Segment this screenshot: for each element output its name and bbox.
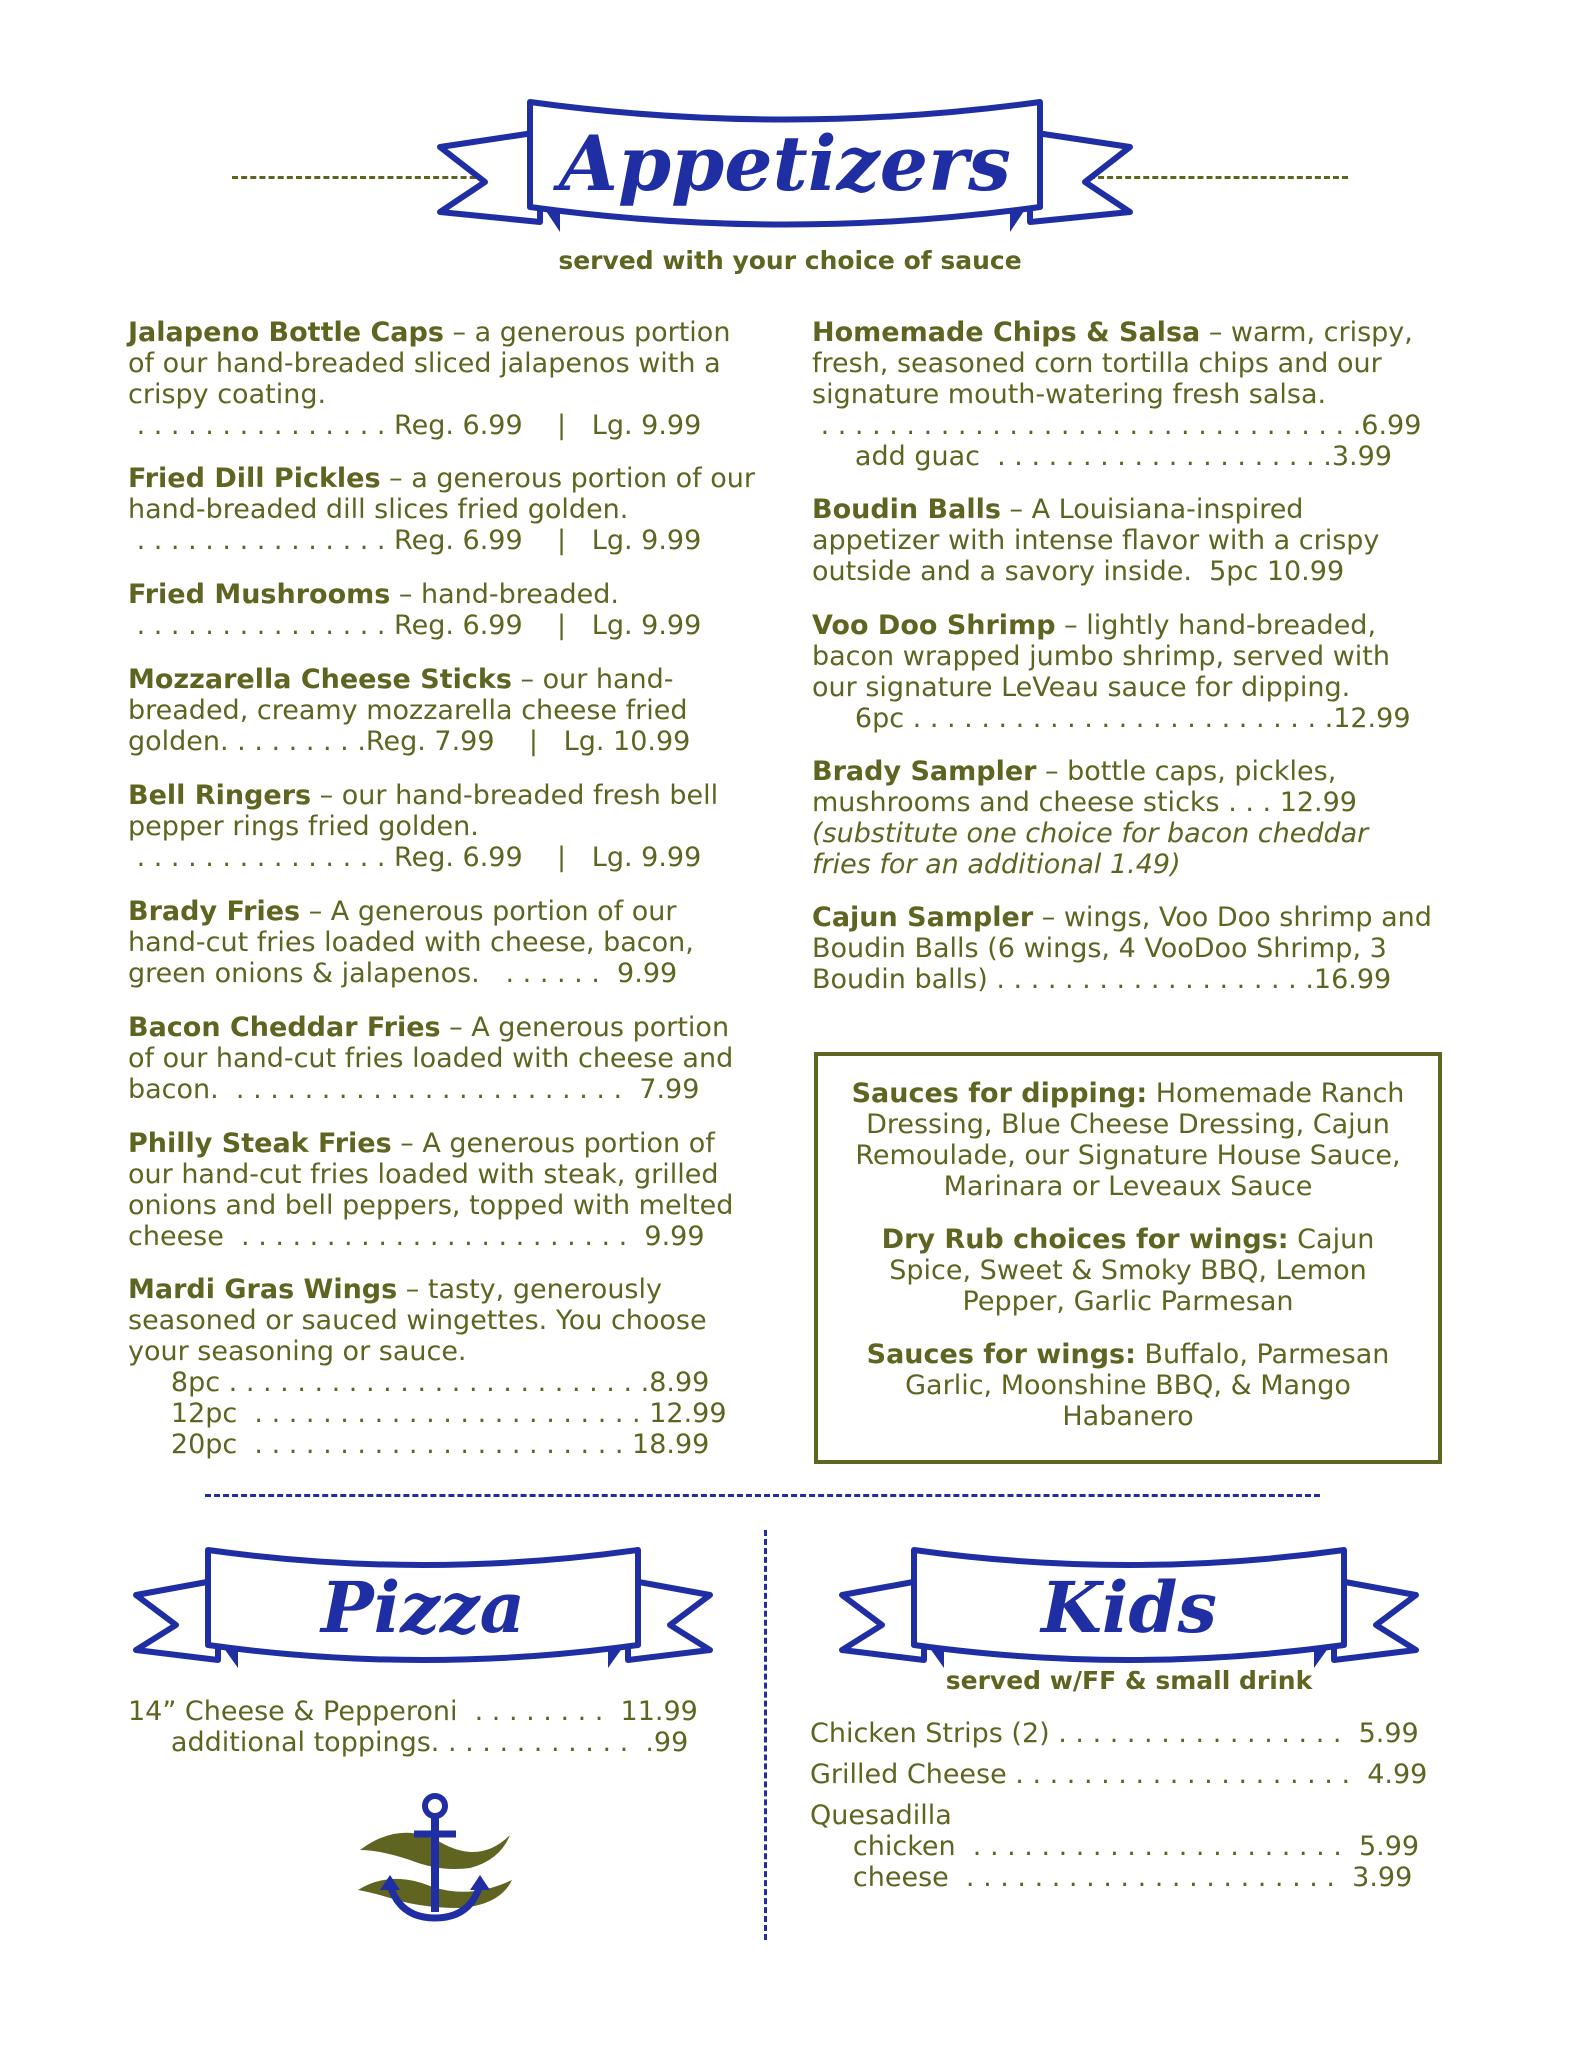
item-desc: our signature LeVeau sauce for dipping.: [812, 672, 1351, 703]
item-price: 20pc . . . . . . . . . . . . . . . . . . . . . . 18.99: [128, 1429, 710, 1460]
item-desc: – hand-breaded.: [390, 579, 619, 610]
pizza-toppings: additional toppings. . . . . . . . . . . . .99: [128, 1727, 689, 1758]
anchor-icon: [350, 1790, 520, 1930]
item-name: Fried Dill Pickles: [128, 463, 381, 494]
appetizers-title: Appetizers: [559, 119, 1011, 208]
item-desc: breaded, creamy mozzarella cheese fried: [128, 695, 688, 726]
item-desc: – A Louisiana-inspired: [1000, 494, 1304, 525]
item-name: Philly Steak Fries: [128, 1128, 392, 1159]
item-desc: – A generous portion of our: [300, 896, 677, 927]
item-name: Mozzarella Cheese Sticks: [128, 664, 512, 695]
item-price: golden. . . . . . . . .Reg. 7.99 | Lg. 10.99: [128, 726, 691, 757]
sauces-box: [814, 1052, 1442, 1464]
item-desc: onions and bell peppers, topped with melted: [128, 1190, 734, 1221]
kids-item: chicken . . . . . . . . . . . . . . . . . . . . . . 5.99: [810, 1831, 1420, 1862]
menu-item: [812, 902, 1462, 995]
item-desc: hand-cut fries loaded with cheese, bacon,: [128, 927, 694, 958]
menu-item: [128, 1128, 778, 1252]
item-price: add guac . . . . . . . . . . . . . . . . . . . .3.99: [812, 441, 1392, 472]
item-name: Brady Fries: [128, 896, 301, 927]
item-desc: – warm, crispy,: [1200, 317, 1413, 348]
item-name: Jalapeno Bottle Caps: [128, 317, 444, 348]
item-name: Voo Doo Shrimp: [812, 610, 1056, 641]
menu-item: [812, 610, 1462, 734]
pizza-list: [128, 1696, 698, 1758]
item-desc: – our hand-breaded fresh bell: [311, 780, 719, 811]
menu-item: [128, 1012, 778, 1105]
item-price: . . . . . . . . . . . . . . . . . . . . . . . . . . . . . . . .6.99: [812, 410, 1422, 441]
item-name: Bacon Cheddar Fries: [128, 1012, 441, 1043]
column-divider: [764, 1530, 767, 1940]
menu-item: [128, 463, 778, 556]
item-name: Fried Mushrooms: [128, 579, 391, 610]
item-desc: appetizer with intense flavor with a crispy: [812, 525, 1380, 556]
item-desc: – lightly hand-breaded,: [1055, 610, 1377, 641]
item-desc: mushrooms and cheese sticks . . . 12.99: [812, 787, 1357, 818]
item-price: 8pc . . . . . . . . . . . . . . . . . . . . . . . . .8.99: [128, 1367, 710, 1398]
item-desc: fresh, seasoned corn tortilla chips and our: [812, 348, 1382, 379]
kids-ribbon: [834, 1540, 1424, 1680]
item-desc: seasoned or sauced wingettes. You choose: [128, 1305, 707, 1336]
menu-item: [812, 494, 1462, 587]
menu-item: [812, 317, 1462, 472]
kids-title: Kids: [1041, 1566, 1217, 1649]
item-price: . . . . . . . . . . . . . . . Reg. 6.99 | Lg. 9.99: [128, 842, 702, 873]
item-price: green onions & jalapenos. . . . . . . 9.99: [128, 958, 678, 989]
item-desc: bacon wrapped jumbo shrimp, served with: [812, 641, 1390, 672]
dry-rub-choices: Dry Rub choices for wings: Cajun Spice, Sweet & Smoky BBQ, Lemon Pepper, Garlic Parmesan: [881, 1224, 1375, 1317]
menu-item: [128, 317, 778, 441]
menu-item: [128, 780, 778, 873]
menu-item: [128, 579, 778, 641]
appetizers-subtitle: served with your choice of sauce: [558, 246, 1022, 275]
item-desc: hand-breaded dill slices fried golden.: [128, 494, 629, 525]
item-name: Cajun Sampler: [812, 902, 1034, 933]
kids-list: [810, 1718, 1428, 1893]
item-desc: of our hand-cut fries loaded with cheese and: [128, 1043, 734, 1074]
item-desc: – a generous portion: [443, 317, 731, 348]
item-name: Brady Sampler: [812, 756, 1037, 787]
item-desc: of our hand-breaded sliced jalapenos with a: [128, 348, 721, 379]
kids-item: Chicken Strips (2) . . . . . . . . . . . . . . . . . 5.99: [810, 1718, 1419, 1749]
kids-subtitle: served w/FF & small drink: [945, 1666, 1313, 1695]
item-price: . . . . . . . . . . . . . . . Reg. 6.99 | Lg. 9.99: [128, 525, 702, 556]
item-note: fries for an additional 1.49): [812, 849, 1181, 880]
sauces-dipping: Sauces for dipping: Homemade Ranch Dressing, Blue Cheese Dressing, Cajun Remoulade, our Signature House Sauce, Marinara or Leveaux Sauce: [851, 1078, 1405, 1202]
item-note: (substitute one choice for bacon cheddar: [812, 818, 1369, 849]
kids-item: cheese . . . . . . . . . . . . . . . . . . . . . . 3.99: [810, 1862, 1413, 1893]
item-desc: – bottle caps, pickles,: [1036, 756, 1337, 787]
item-desc: Boudin Balls (6 wings, 4 VooDoo Shrimp, 3: [812, 933, 1387, 964]
item-price: . . . . . . . . . . . . . . . Reg. 6.99 | Lg. 9.99: [128, 610, 702, 641]
item-desc: – wings, Voo Doo shrimp and: [1033, 902, 1432, 933]
menu-item: [812, 756, 1462, 880]
item-name: Homemade Chips & Salsa: [812, 317, 1201, 348]
item-price: 6pc . . . . . . . . . . . . . . . . . . . . . . . . .12.99: [812, 703, 1411, 734]
item-desc: Boudin balls) . . . . . . . . . . . . . . . . . . .16.99: [812, 964, 1392, 995]
menu-item: [128, 664, 778, 757]
item-desc: – tasty, generously: [397, 1274, 662, 1305]
item-desc: outside and a savory inside. 5pc 10.99: [812, 556, 1345, 587]
item-desc: our hand-cut fries loaded with steak, grilled: [128, 1159, 719, 1190]
pizza-ribbon: [128, 1540, 718, 1680]
item-price: . . . . . . . . . . . . . . . Reg. 6.99 | Lg. 9.99: [128, 410, 702, 441]
pizza-title: Pizza: [320, 1566, 526, 1649]
sauces-wings: Sauces for wings: Buffalo, Parmesan Garlic, Moonshine BBQ, & Mango Habanero: [866, 1339, 1390, 1432]
item-name: Boudin Balls: [812, 494, 1001, 525]
item-price: bacon. . . . . . . . . . . . . . . . . . . . . . . . 7.99: [128, 1074, 700, 1105]
item-name: Bell Ringers: [128, 780, 312, 811]
item-desc: pepper rings fried golden.: [128, 811, 479, 842]
item-desc: signature mouth-watering fresh salsa.: [812, 379, 1327, 410]
menu-item: [128, 1274, 778, 1460]
item-price: 12pc . . . . . . . . . . . . . . . . . . . . . . . 12.99: [128, 1398, 727, 1429]
item-price: cheese . . . . . . . . . . . . . . . . . . . . . . . 9.99: [128, 1221, 705, 1252]
item-name: Mardi Gras Wings: [128, 1274, 398, 1305]
item-desc: crispy coating.: [128, 379, 327, 410]
item-desc: – A generous portion: [440, 1012, 730, 1043]
item-desc: – A generous portion of: [391, 1128, 715, 1159]
item-desc: – a generous portion of our: [380, 463, 756, 494]
kids-item: Quesadilla: [810, 1800, 952, 1831]
menu-item: [128, 896, 778, 989]
item-desc: your seasoning or sauce.: [128, 1336, 467, 1367]
appetizers-ribbon: [430, 92, 1140, 242]
section-divider: [205, 1494, 1320, 1497]
item-desc: – our hand-: [511, 664, 674, 695]
kids-item: Grilled Cheese . . . . . . . . . . . . . . . . . . . . 4.99: [810, 1759, 1428, 1790]
pizza-item: 14” Cheese & Pepperoni . . . . . . . . 11.99: [128, 1696, 698, 1727]
